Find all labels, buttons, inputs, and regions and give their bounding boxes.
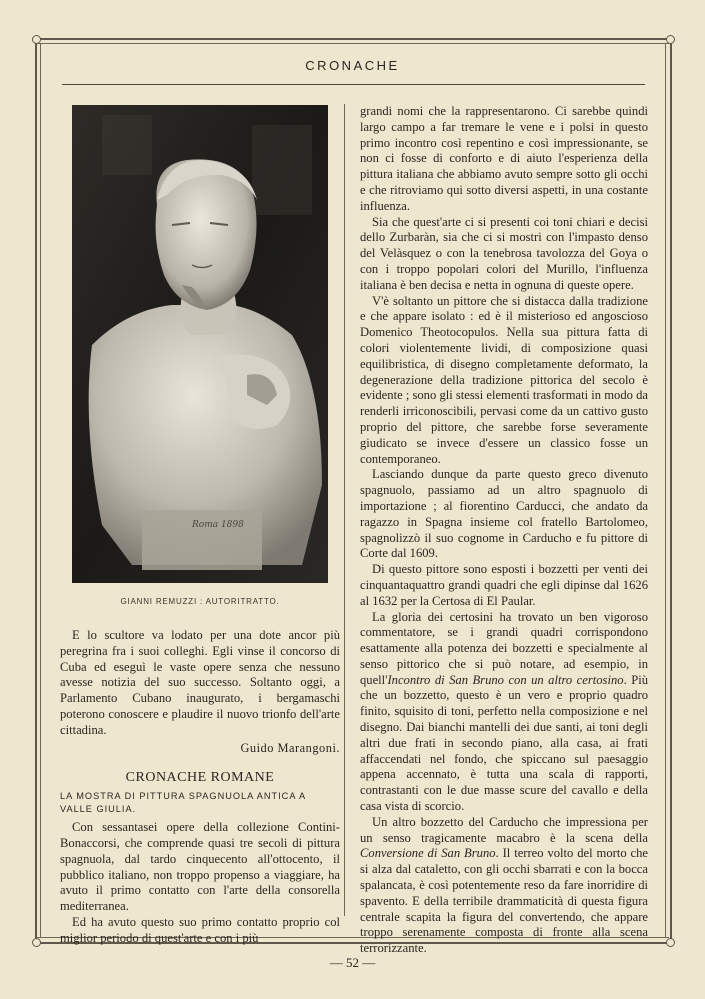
paragraph: E lo scultore va lodato per una dote ancor più peregrina fra i suoi colleghi. Egli vinse il concorso di Cuba ed eseguì le vaste opere senza che nessuno avesse notizia del suo successo. Soltanto oggi, a Parlamento Cubano inaugurato, i bergamaschi poterono conoscere e plaudire il nuovo trionfo dell'arte cittadina. xyxy=(60,628,340,737)
paragraph xyxy=(360,815,648,957)
paragraph: V'è soltanto un pittore che si distacca dalla tradizione e che appare isolato : ed è il misterioso ed angoscioso Domenico Theotocopulos. Nella sua pittura fatta di colori violentemente lividi, di composizione quasi equilibristica, di disegno completamente deformato, la degenerazione della tradizione pittorica del secolo è evidente ; sono gli stessi elementi trasformati in modo da renderli irriconoscibili, pervasi come da un cattivo gusto proprio del pittore, che sarebbe forse severamente giudicato se invece d'essere un classico fosse un contemporaneo. xyxy=(360,293,648,466)
figure-caption: GIANNI REMUZZI : AUTORITRATTO. xyxy=(120,597,280,606)
text-run: La gloria dei certosini ha trovato un ben vigoroso commentatore, se i grandi quadri corrispondono esattamente alla potenza dei bozzetti e specialmente al senso pittorico che si può notare, ad esempio, in quell' xyxy=(360,609,648,687)
text-run: . Il terreo volto del morto che si alza dal cataletto, con gli occhi sbarrati e con la bocca spalancata, è così potentemente reso da fare inorridire di spavento. E della terribile drammaticità di questa figura centrale scapita la figura del convertendo, che appare troppo serenamente composta di fronte alla scena terrorizzante. xyxy=(360,846,648,956)
artwork-title: Incontro di San Bruno con un altro certosino xyxy=(387,672,624,687)
section-title: CRONACHE ROMANE xyxy=(125,770,275,786)
bust-photograph xyxy=(72,105,328,583)
top-frame-inner-line xyxy=(36,43,669,44)
page-number: — 52 — xyxy=(329,955,376,970)
left-frame-inner-line xyxy=(40,44,41,937)
header-rule xyxy=(62,84,645,85)
column-divider xyxy=(344,104,345,916)
corner-ornament-bottom-right xyxy=(666,938,675,947)
paragraph: Con sessantasei opere della collezione Contini-Bonaccorsi, che comprende quasi tre secoli di pittura spagnuola, dal tardo cinquecento all'ottocento, il pubblico italiano, non troppo propenso a viaggiare, ha avuto il primo contatto con l'arte della consorella mediterranea. xyxy=(60,820,340,914)
text-run: . Più che un bozzetto, questo è un vero e proprio quadro finito, squisito di toni, perfetto nella composizione e nel disegno. Dai bianchi mantelli dei due santi, ai toni degli altri due frati in secondo piano, alla casa, ai frati affaccendati nel fondo, che spiccano sul paesaggio appena accennato, è tutta una scala di rapporti, contrastanti con le due masse scure del cavallo e della casa vista di scorcio. xyxy=(360,672,648,814)
artwork-title: Conversione di San Bruno xyxy=(360,846,496,861)
author-signature: Guido Marangoni. xyxy=(240,740,340,755)
paragraph: Lasciando dunque da parte questo greco divenuto spagnuolo, passiamo ad un altro spagnuolo di importazione ; al fiorentino Carducci, che andato da ragazzo in Spagna insieme col fratello Bartolomeo, spagnolizzò il suo cognome in Carducho e fu pittore di Corte dal 1609. xyxy=(360,467,648,561)
paragraph: grandi nomi che la rappresentarono. Ci sarebbe quindi largo campo a far tremare le vene e i polsi in questo primo incontro così repentino e così impressionante, se non ci fosse di conforto e di aiuto l'esperienza della pittura italiana che abbiamo avuto sempre sotto gli occhi e che ritroviamo qui sotto diversi aspetti, in una costante influenza. xyxy=(360,104,648,213)
right-frame-inner-line xyxy=(665,44,666,937)
section-subtitle: LA MOSTRA DI PITTURA SPAGNUOLA ANTICA A VALLE GIULIA. xyxy=(60,791,306,815)
left-column xyxy=(60,628,340,947)
corner-ornament-top-right xyxy=(666,35,675,44)
corner-ornament-top-left xyxy=(32,35,41,44)
corner-ornament-bottom-left xyxy=(32,938,41,947)
paragraph: Di questo pittore sono esposti i bozzetti per venti dei cinquantaquattro grandi quadri che egli dipinse dal 1626 al 1632 per la Certosa di El Paular. xyxy=(360,562,648,608)
paragraph: Sia che quest'arte ci si presenti coi toni chiari e decisi dello Zurbaràn, sia che ci si mostri con l'impasto denso del Velàsquez o con la tenebrosa tavolozza del Goya o con i troppo popolari colori del Murillo, l'influenza italiana è ben decisa e netta in ognuna di queste opere. xyxy=(360,214,648,292)
text-run: Un altro bozzetto del Carducho che impressiona per un senso tragicamente macabro è la scena della xyxy=(360,814,648,845)
running-header: CRONACHE xyxy=(305,58,400,73)
left-frame-line xyxy=(35,40,37,939)
top-frame-line xyxy=(36,38,669,40)
right-column xyxy=(360,104,648,957)
paragraph xyxy=(360,610,648,815)
pedestal-inscription: Roma 1898 xyxy=(192,520,244,530)
paragraph: Ed ha avuto questo suo primo contatto proprio col miglior periodo di quest'arte e con i più xyxy=(60,914,340,945)
right-frame-line xyxy=(670,40,672,939)
